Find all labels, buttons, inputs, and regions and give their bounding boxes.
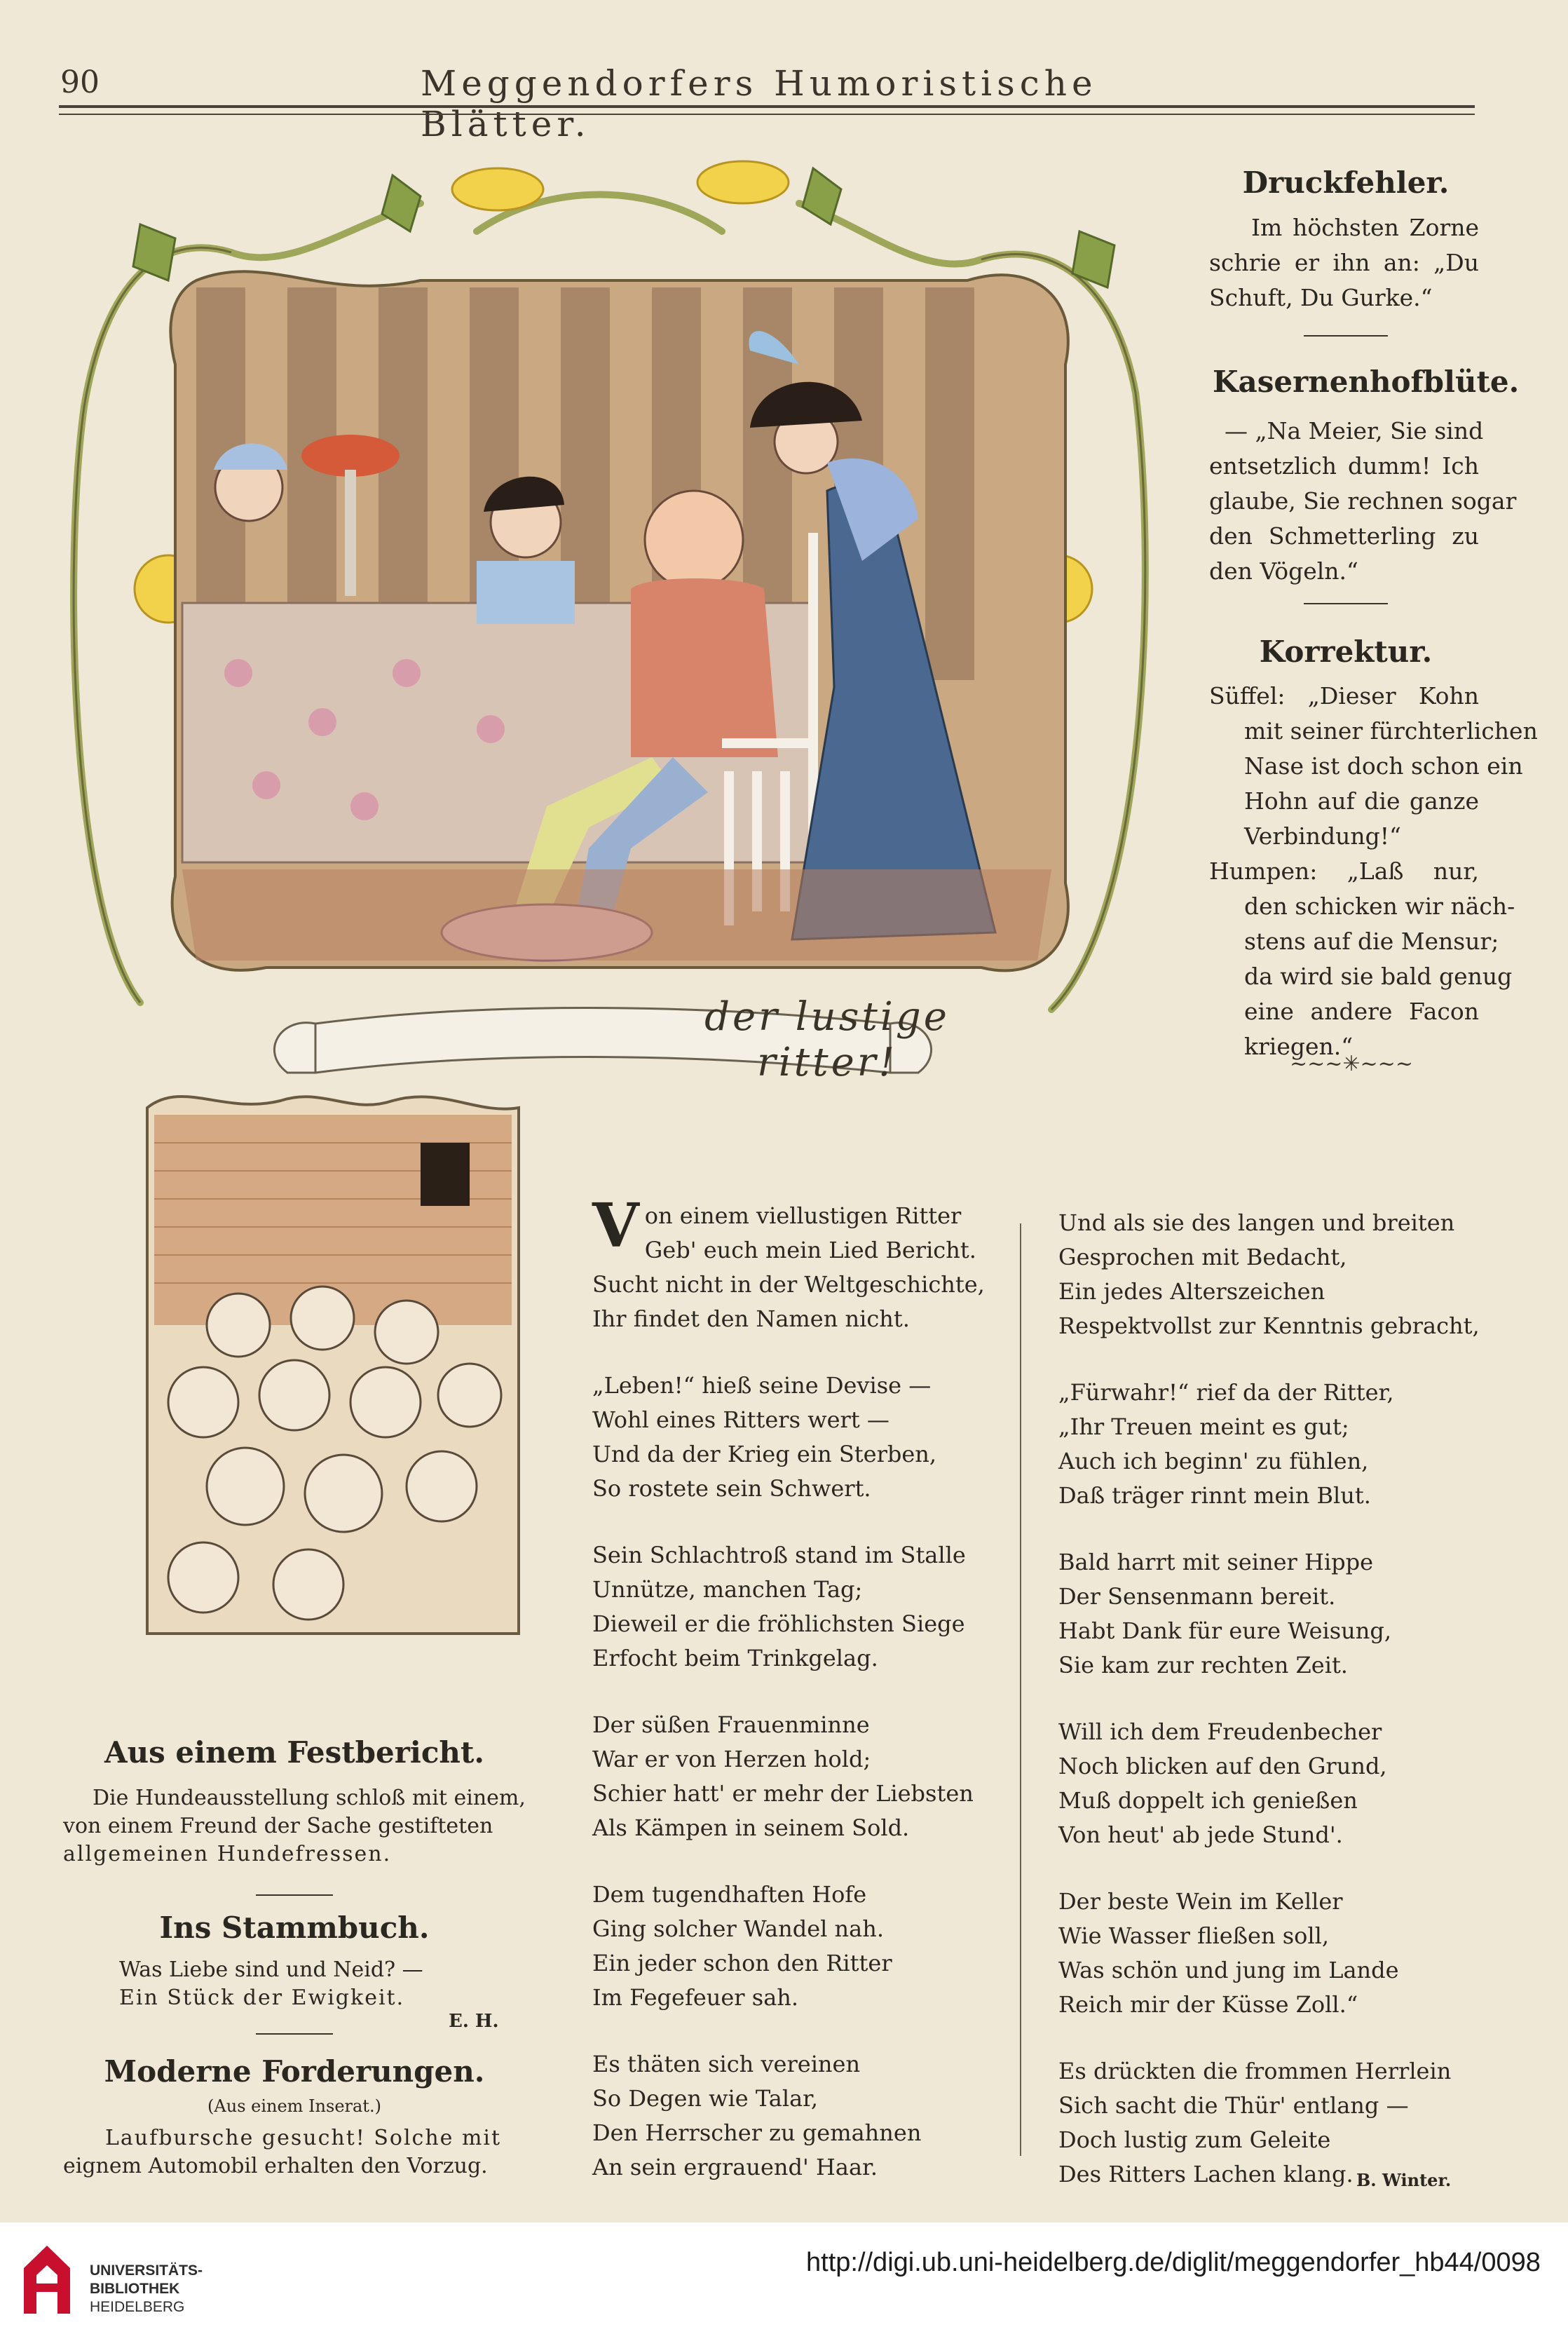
knight-illustration	[56, 140, 1164, 1094]
institution-line: BIBLIOTHEK	[90, 2281, 180, 2297]
forderungen-title: Moderne Forderungen.	[104, 2054, 485, 2089]
poem-line: So rostete sein Schwert.	[592, 1475, 871, 1502]
poem-stanza	[1058, 1885, 1479, 2022]
text-line: Was Liebe sind und Neid? —	[119, 1957, 423, 1982]
poem-line: Geb' euch mein Lied Bericht.	[644, 1237, 976, 1263]
druckfehler-text	[1209, 210, 1479, 315]
text-line: mit seiner fürchterlichen	[1244, 717, 1538, 745]
poem-stanza	[592, 2047, 1006, 2185]
poem-line: Gesprochen mit Bedacht,	[1058, 1244, 1347, 1270]
poem-line: Bald harrt mit seiner Hippe	[1058, 1549, 1374, 1575]
text-line: schrie er ihn an: „Du	[1209, 249, 1479, 276]
poem-line: An sein ergrauend' Haar.	[592, 2154, 878, 2180]
poem-line: Noch blicken auf den Grund,	[1058, 1753, 1387, 1779]
poem-line: Wohl eines Ritters wert —	[592, 1406, 889, 1433]
text-line: von einem Freund der Sache gestifteten	[63, 1814, 493, 1838]
text-line: den Schmetterling zu	[1209, 522, 1479, 550]
festbericht-title: Aus einem Festbericht.	[104, 1735, 484, 1770]
text-line: eignem Automobil erhalten den Vorzug.	[63, 2154, 488, 2178]
header-rule-thick	[59, 105, 1475, 108]
poem-line: Daß träger rinnt mein Blut.	[1058, 1482, 1371, 1509]
poem-line: „Leben!“ hieß seine Devise —	[592, 1372, 932, 1399]
poem-stanza	[1058, 1376, 1479, 1513]
university-library-logo-icon	[15, 2240, 79, 2324]
section-divider	[256, 1894, 333, 1896]
text-line: Die Hundeausstellung schloß mit einem,	[93, 1786, 526, 1810]
poem-line: Dieweil er die fröhlichsten Siege	[592, 1610, 965, 1637]
poem-line: „Ihr Treuen meint es gut;	[1058, 1413, 1349, 1440]
poem-line: Als Kämpen in seinem Sold.	[592, 1814, 910, 1841]
section-divider	[1304, 603, 1388, 604]
poem-line: Unnütze, manchen Tag;	[592, 1576, 863, 1603]
poem-stanza	[592, 1878, 1006, 2015]
institution-line: UNIVERSITÄTS-	[90, 2262, 203, 2279]
stammbuch-text	[63, 1956, 526, 2012]
text-line: Laufbursche gesucht! Solche mit	[105, 2126, 502, 2150]
text-line: Ein Stück der Ewigkeit.	[119, 1986, 405, 2010]
text-line: Hohn auf die ganze	[1244, 787, 1479, 815]
poem-line: „Fürwahr!“ rief da der Ritter,	[1058, 1379, 1394, 1406]
poem-signature: B. Winter.	[1356, 2170, 1452, 2190]
text-line: kriegen.“	[1244, 1033, 1354, 1060]
text-line: glaube, Sie rechnen sogar	[1209, 487, 1517, 515]
poem-line: Ging solcher Wandel nah.	[592, 1915, 885, 1942]
poem-line: War er von Herzen hold;	[592, 1746, 871, 1772]
text-line: allgemeinen Hundefressen.	[63, 1842, 392, 1866]
section-divider	[256, 2033, 333, 2035]
forderungen-subtitle: (Aus einem Inserat.)	[207, 2096, 381, 2116]
poem-line: Will ich dem Freudenbecher	[1058, 1718, 1382, 1745]
text-line: Verbindung!“	[1244, 822, 1401, 850]
druckfehler-title: Druckfehler.	[1242, 165, 1450, 200]
text-line: Humpen: „Laß nur,	[1209, 857, 1479, 885]
poem-line: Von heut' ab jede Stund'.	[1058, 1821, 1343, 1848]
poem-line: Doch lustig zum Geleite	[1058, 2126, 1331, 2153]
poem-stanza	[592, 1708, 1006, 1845]
kasernenhof-text	[1209, 414, 1517, 589]
text-line: Im höchsten Zorne	[1251, 214, 1479, 241]
poem-line: Im Fegefeuer sah.	[592, 1984, 799, 2011]
poem-line: Es drückten die frommen Herrlein	[1058, 2058, 1452, 2084]
text-line: Schuft, Du Gurke.“	[1209, 284, 1433, 311]
ornament-divider: ~~~✳~~~	[1290, 1052, 1413, 1076]
poem-stanza	[592, 1369, 1006, 1506]
korrektur-text	[1209, 679, 1538, 1064]
section-divider	[1304, 335, 1388, 337]
poem-line: Habt Dank für eure Weisung,	[1058, 1617, 1392, 1644]
poem-line: Und da der Krieg ein Sterben,	[592, 1441, 937, 1467]
poem-line: Dem tugendhaften Hofe	[592, 1881, 867, 1908]
text-line: eine andere Facon	[1244, 998, 1479, 1025]
stammbuch-title: Ins Stammbuch.	[159, 1911, 430, 1945]
poem-line: Reich mir der Küsse Zoll.“	[1058, 1991, 1358, 2018]
poem-line: Erfocht beim Trinkgelag.	[592, 1645, 878, 1671]
poem-line: Sie kam zur rechten Zeit.	[1058, 1652, 1348, 1678]
poem-line: Schier hatt' er mehr der Liebsten	[592, 1780, 974, 1807]
poem-line: Des Ritters Lachen klang.	[1058, 2161, 1354, 2187]
text-line: da wird sie bald genug	[1244, 963, 1513, 990]
poem-line: Sich sacht die Thür' entlang —	[1058, 2092, 1409, 2119]
poem-line: on einem viellustigen Ritter	[644, 1202, 962, 1229]
journal-title: Meggendorfers Humoristische Blätter.	[421, 63, 1098, 144]
page-number: 90	[60, 65, 100, 100]
text-line: — „Na Meier, Sie sind	[1225, 417, 1484, 445]
poem-line: Ihr findet den Namen nicht.	[592, 1305, 910, 1332]
column-rule	[1020, 1223, 1021, 2156]
festbericht-text	[63, 1784, 526, 1868]
poem-line: Respektvollst zur Kenntnis gebracht,	[1058, 1312, 1480, 1339]
illustration-banner-text: der lustige ritter!	[704, 994, 950, 1085]
poem-line: Den Herrscher zu gemahnen	[592, 2119, 922, 2146]
forderungen-text	[63, 2124, 526, 2180]
text-line: den schicken wir näch-	[1244, 893, 1515, 920]
text-line: Süffel: „Dieser Kohn	[1209, 682, 1479, 710]
poem-line: Der beste Wein im Keller	[1058, 1888, 1343, 1915]
poem-line: Der süßen Frauenminne	[592, 1711, 870, 1738]
poem-stanza	[1058, 1206, 1479, 1343]
poem-stanza	[592, 1190, 1006, 1336]
poem-stanza	[1058, 1715, 1479, 1852]
poem-line: Sucht nicht in der Weltgeschichte,	[592, 1271, 985, 1298]
text-line: stens auf die Mensur;	[1244, 928, 1499, 955]
source-url-link[interactable]: http://digi.ub.uni-heidelberg.de/diglit/meggendorfer_hb44/0098	[806, 2248, 1541, 2277]
institution-line: HEIDELBERG	[90, 2299, 185, 2315]
poem-line: Auch ich beginn' zu fühlen,	[1058, 1448, 1369, 1474]
kasernenhof-title: Kasernenhofblüte.	[1213, 365, 1520, 399]
poem-line: Ein jedes Alterszeichen	[1058, 1278, 1325, 1305]
poem-line: Der Sensenmann bereit.	[1058, 1583, 1336, 1610]
poem-line: Muß doppelt ich genießen	[1058, 1787, 1358, 1814]
poem-column-2	[1058, 1206, 1479, 2224]
poem-dropcap: V	[592, 1190, 639, 1261]
poem-line: Was schön und jung im Lande	[1058, 1957, 1399, 1983]
poem-line: Es thäten sich vereinen	[592, 2051, 861, 2077]
poem-line: Ein jeder schon den Ritter	[592, 1950, 892, 1976]
stammbuch-signature: E. H.	[449, 2011, 499, 2032]
institution-name	[90, 2262, 203, 2316]
audience-illustration	[140, 1073, 526, 1648]
poem-stanza	[592, 1538, 1006, 1676]
korrektur-title: Korrektur.	[1259, 635, 1433, 669]
poem-line: Sein Schlachtroß stand im Stalle	[592, 1542, 966, 1568]
poem-line: Und als sie des langen und breiten	[1058, 1209, 1455, 1236]
poem-line: Wie Wasser fließen soll,	[1058, 1922, 1330, 1949]
poem-line: So Degen wie Talar,	[592, 2085, 819, 2112]
text-line: entsetzlich dumm! Ich	[1209, 452, 1479, 480]
header-rule-thin	[59, 114, 1475, 115]
poem-column-1	[592, 1190, 1006, 2217]
text-line: Nase ist doch schon ein	[1244, 752, 1523, 780]
footer-bar	[0, 2223, 1568, 2341]
text-line: den Vögeln.“	[1209, 557, 1358, 585]
poem-stanza	[1058, 1545, 1479, 1683]
